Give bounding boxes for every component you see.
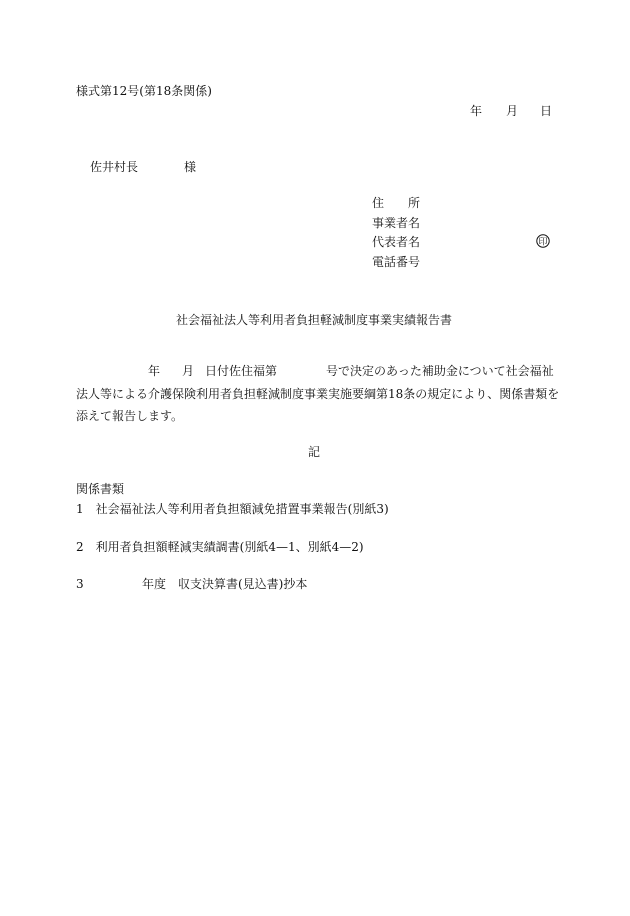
date-year-label: 年 <box>470 104 483 118</box>
body-line2-text: 法人等による介護保険利用者負担軽減制度事業実施要綱第18条の規定により、関係書類を <box>76 387 560 401</box>
date-day-label: 日 <box>540 104 553 118</box>
ki-notation: 記 <box>308 445 321 459</box>
addressee-name: 佐井村長 <box>90 160 139 174</box>
representative-label: 代表者名 <box>372 235 421 249</box>
document-item-3-text: 年度 収支決算書(見込書)抄本 <box>142 577 308 591</box>
body-line1-text: 号で決定のあった補助金について社会福祉 <box>326 364 554 378</box>
business-name-label: 事業者名 <box>372 216 421 230</box>
document-item-1: 1 社会福祉法人等利用者負担額減免措置事業報告(別紙3) <box>76 502 389 516</box>
document-title: 社会福祉法人等利用者負担軽減制度事業実績報告書 <box>176 313 453 327</box>
body-date-ref: 日付佐住福第 <box>205 364 278 378</box>
form-number-header: 様式第12号(第18条関係) <box>76 84 212 98</box>
related-documents-heading: 関係書類 <box>76 482 125 496</box>
address-label: 住 所 <box>372 196 421 210</box>
date-month-label: 月 <box>506 104 519 118</box>
document-item-3-number: 3 <box>76 577 84 591</box>
svg-text:印: 印 <box>538 237 548 248</box>
body-month-label: 月 <box>182 364 195 378</box>
document-item-2: 2 利用者負担額軽減実績調書(別紙4—1、別紙4—2) <box>76 540 364 554</box>
body-year-label: 年 <box>148 364 161 378</box>
phone-label: 電話番号 <box>372 255 421 269</box>
addressee-honorific: 様 <box>184 160 197 174</box>
seal-icon <box>536 234 550 248</box>
body-line3-text: 添えて報告します。 <box>76 409 184 423</box>
